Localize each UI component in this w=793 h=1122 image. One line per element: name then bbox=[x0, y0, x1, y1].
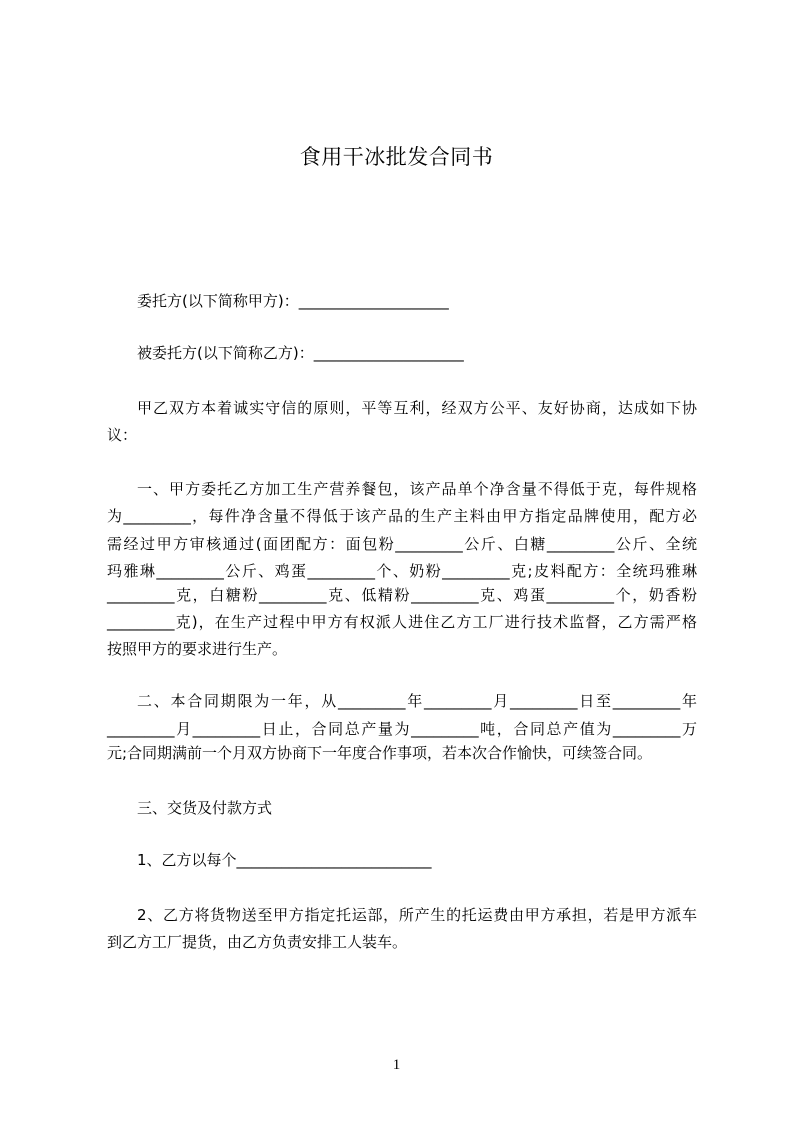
clause3-item-1: 1、乙方以每个__________________________ bbox=[137, 851, 432, 869]
clause2-line-3: 元;合同期满前一个月双方协商下一年度合作事项，若本次合作愉快，可续签合同。 bbox=[107, 744, 653, 762]
clause1-line-2: 为_________，每件净含量不得低于该产品的生产主料由甲方指定品牌使用，配方必 bbox=[107, 507, 697, 525]
clause3-heading: 三、交货及付款方式 bbox=[137, 799, 273, 817]
contractor-party-line: 被委托方(以下简称乙方)：____________________ bbox=[137, 344, 464, 362]
clause1-line-1: 一、甲方委托乙方加工生产营养餐包，该产品单个净含量不得低于克，每件规格 bbox=[137, 480, 697, 498]
clause1-line-4: 玛雅琳_________公斤、鸡蛋_________个、奶粉_________克;皮料配方：全统玛雅琳 bbox=[107, 562, 697, 580]
intro-line-2: 议： bbox=[107, 426, 138, 444]
clause2-line-2: _________月_________日止，合同总产量为_________吨，合同总产值为_________万 bbox=[107, 720, 697, 738]
clause1-line-7: 按照甲方的要求进行生产。 bbox=[107, 640, 288, 658]
clause1-line-3: 需经过甲方审核通过(面团配方：面包粉_________公斤、白糖_________公斤、全统 bbox=[107, 535, 697, 553]
clause3-item-2-line-1: 2、乙方将货物送至甲方指定托运部，所产生的托运费由甲方承担，若是甲方派车 bbox=[137, 906, 697, 924]
page-title: 食用干冰批发合同书 bbox=[299, 145, 494, 169]
client-party-line: 委托方(以下简称甲方)：____________________ bbox=[137, 292, 449, 310]
clause3-item-2-line-2: 到乙方工厂提货，由乙方负责安排工人装车。 bbox=[107, 933, 408, 951]
page-number: 1 bbox=[392, 1057, 401, 1073]
intro-line-1: 甲乙双方本着诚实守信的原则，平等互利，经双方公平、友好协商，达成如下协 bbox=[137, 399, 697, 417]
clause1-line-5: _________克，白糖粉_________克、低精粉_________克、鸡蛋_________个，奶香粉 bbox=[107, 586, 697, 604]
clause2-line-1: 二、本合同期限为一年，从_________年_________月_________日至_________年 bbox=[137, 692, 697, 710]
clause1-line-6: _________克)，在生产过程中甲方有权派人进住乙方工厂进行技术监督，乙方需严格 bbox=[107, 613, 697, 631]
